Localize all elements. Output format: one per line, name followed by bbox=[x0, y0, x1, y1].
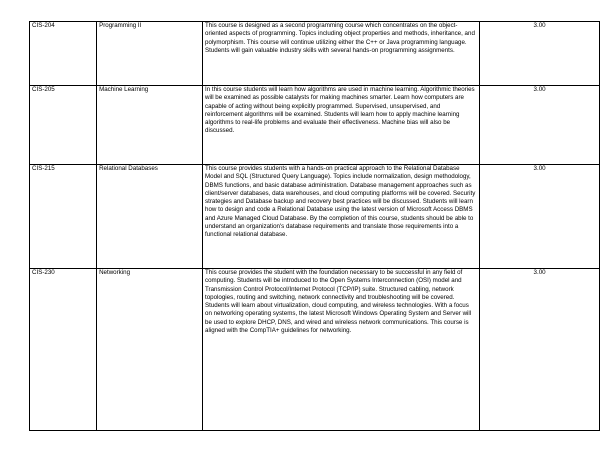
course-code: CIS-230 bbox=[30, 269, 97, 431]
table-row bbox=[30, 165, 600, 269]
course-credits: 3.00 bbox=[480, 22, 600, 86]
course-description: In this course students will learn how algorithms are used in machine learning. Algorithmic theories will be examined as possible catalysts for making machines smarter. Learn how computers are capable of acting without being explicitly programmed. Supervised, unsupervised, and reinforcement algorithms will be examined. Students will learn how to apply machine learning algorithms to real-life problems and evaluate their effectiveness. Machine bias will also be discussed. bbox=[203, 86, 480, 165]
course-description: This course is designed as a second programming course which concentrates on the object-oriented aspects of programming. Topics including object properties and methods, inheritance, and polymorphism. This course will continue utilizing either the C++ or Java programming language. Students will gain valuable industry skills with several hands-on programming assignments. bbox=[203, 22, 480, 86]
course-credits: 3.00 bbox=[480, 269, 600, 431]
course-title: Networking bbox=[97, 269, 203, 431]
table-row bbox=[30, 269, 600, 431]
course-code: CIS-215 bbox=[30, 165, 97, 269]
course-code: CIS-205 bbox=[30, 86, 97, 165]
course-code: CIS-204 bbox=[30, 22, 97, 86]
table-row bbox=[30, 22, 600, 86]
course-title: Relational Databases bbox=[97, 165, 203, 269]
course-table bbox=[29, 21, 600, 431]
course-credits: 3.00 bbox=[480, 86, 600, 165]
course-description: This course provides the student with the foundation necessary to be successful in any field of computing. Students will be introduced to the Open Systems Interconnection (OSI) model and Transmission Control Protocol/Internet Protocol (TCP/IP) suite. Structured cabling, network topologies, routing and switching, network connectivity and troubleshooting will be covered. Students will learn about virtualization, cloud computing, and wireless technologies. With a focus on networking operating systems, the latest Microsoft Windows Operating System and Server will be used to explore DHCP, DNS, and wired and wireless network communications. This course is aligned with the CompTIA+ guidelines for networking. bbox=[203, 269, 480, 431]
course-description: This course provides students with a hands-on practical approach to the Relational Database Model and SQL (Structured Query Language). Topics include normalization, design methodology, DBMS functions, and basic database administration. Database management approaches such as client/server databases, data warehouses, and cloud computing platforms will be covered. Security strategies and Database backup and recovery best practices will be discussed. Students will learn how to design and code a Relational Database using the latest version of Microsoft Access DBMS and Azure Managed Cloud Database. By the completion of this course, students should be able to understand an organization's database requirements and translate those requirements into a functional relational database. bbox=[203, 165, 480, 269]
course-title: Machine Learning bbox=[97, 86, 203, 165]
course-credits: 3.00 bbox=[480, 165, 600, 269]
course-title: Programming II bbox=[97, 22, 203, 86]
table-row bbox=[30, 86, 600, 165]
